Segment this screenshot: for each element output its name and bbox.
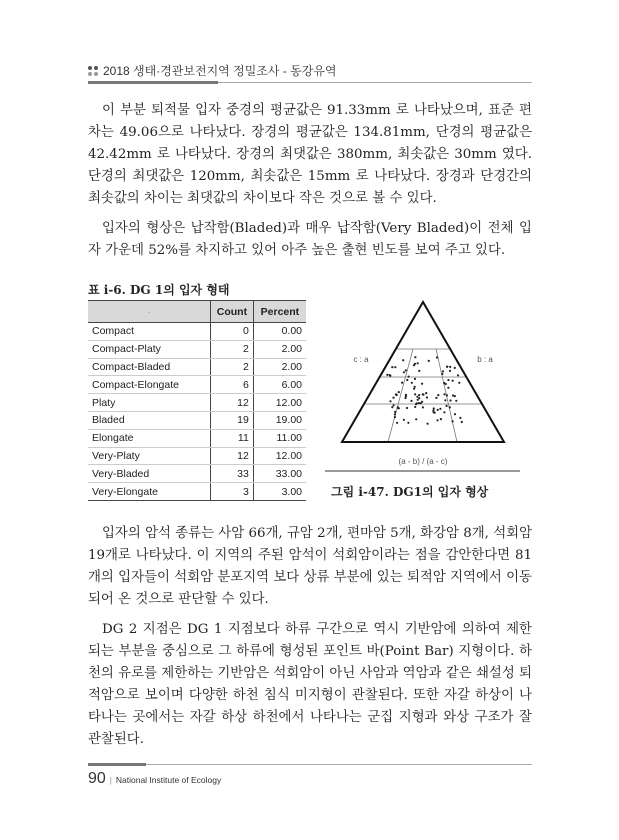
running-header	[88, 62, 337, 79]
header-title: 2018 생태·경관보전지역 정밀조사 - 동강유역	[103, 64, 337, 78]
footer-rule	[88, 763, 146, 766]
particle-point	[457, 374, 459, 376]
particle-point	[433, 407, 435, 409]
header-count: Count	[211, 301, 254, 323]
particle-point	[421, 383, 423, 385]
particle-point	[447, 387, 449, 389]
cell-count: 12	[211, 447, 254, 465]
particle-point	[411, 382, 413, 384]
particle-point	[437, 394, 439, 396]
header-dots-icon	[88, 66, 98, 76]
cell-percent: 3.00	[253, 483, 306, 501]
particle-point	[391, 406, 393, 408]
particle-point	[418, 394, 420, 396]
cell-percent: 2.00	[253, 340, 306, 358]
particle-point	[455, 400, 457, 402]
right-axis-label: b : a	[477, 355, 493, 364]
table-row	[88, 340, 306, 358]
header-rule-thin	[218, 82, 532, 83]
particle-point	[449, 399, 451, 401]
particle-point	[425, 392, 427, 394]
cell-shape: Compact	[88, 323, 211, 341]
cell-count: 33	[211, 465, 254, 483]
particle-point	[407, 422, 409, 424]
table-row	[88, 376, 306, 394]
particle-point	[415, 418, 417, 420]
particle-point	[414, 406, 416, 408]
header-percent: Percent	[253, 301, 306, 323]
particle-point	[405, 369, 407, 371]
cell-percent: 0.00	[253, 323, 306, 341]
particle-point	[413, 388, 415, 390]
particle-point	[394, 416, 396, 418]
particle-point	[442, 370, 444, 372]
particle-point	[454, 413, 456, 415]
particle-point	[454, 367, 456, 369]
particle-point	[403, 371, 405, 373]
particle-point	[414, 378, 416, 380]
footer-separator: |	[109, 776, 112, 785]
figure-rule	[325, 470, 520, 472]
cell-percent: 6.00	[253, 376, 306, 394]
cell-shape: Very-Elongate	[88, 483, 211, 501]
particle-point	[394, 411, 396, 413]
particle-point	[443, 411, 445, 413]
particle-point	[408, 376, 410, 378]
cell-percent: 12.00	[253, 447, 306, 465]
particle-point	[392, 397, 394, 399]
figure-caption: 그림 i-47. DG1의 입자 형상	[331, 485, 489, 499]
particle-point	[396, 422, 398, 424]
cell-shape: Compact-Platy	[88, 340, 211, 358]
particle-point	[428, 360, 430, 362]
particle-point	[415, 403, 417, 405]
cell-count: 6	[211, 376, 254, 394]
particle-point	[420, 402, 422, 404]
cell-shape: Compact-Bladed	[88, 358, 211, 376]
paragraph-2: 입자의 형상은 납작함(Bladed)과 매우 납작함(Very Bladed)이 전체 입자 가운데 52%를 차지하고 있어 아주 높은 출현 빈도를 보여 주고 있다.	[88, 221, 532, 258]
particle-point	[406, 379, 408, 381]
particle-point	[436, 356, 438, 358]
particle-point	[422, 393, 424, 395]
bottom-axis-label: (a - b) / (a - c)	[398, 457, 448, 466]
cell-percent: 12.00	[253, 394, 306, 412]
cell-count: 0	[211, 323, 254, 341]
header-blank: ·	[88, 301, 211, 323]
cell-shape: Bladed	[88, 411, 211, 429]
particle-point	[386, 374, 388, 376]
particle-point	[449, 406, 451, 408]
particle-point	[436, 419, 438, 421]
cell-count: 2	[211, 340, 254, 358]
paragraph-3: 입자의 암석 종류는 사암 66개, 규암 2개, 편마암 5개, 화강암 8개, 석회암 19개로 나타났다. 이 지역의 주된 암석이 석회암이라는 점을 감안한다면 81개의 입자들이 석회암 분포지역 보다 상류 부분에 있는 퇴적암 지역에서 이동되어 온 것으로 판단할 수 있다.	[88, 526, 532, 607]
cell-percent: 19.00	[253, 411, 306, 429]
particle-point	[401, 382, 403, 384]
particle-point	[452, 380, 454, 382]
table-row	[88, 358, 306, 376]
ternary-diagram	[325, 285, 520, 470]
triangle-outline	[342, 302, 504, 442]
particle-point	[395, 393, 397, 395]
particle-point	[439, 408, 441, 410]
cell-count: 11	[211, 429, 254, 447]
particle-shape-table	[88, 300, 306, 501]
particle-point	[398, 391, 400, 393]
particle-point	[410, 400, 412, 402]
particle-point	[418, 370, 420, 372]
footer	[88, 770, 221, 788]
particle-point	[440, 418, 442, 420]
particle-point	[403, 419, 405, 421]
particle-point	[416, 396, 418, 398]
particle-point	[394, 366, 396, 368]
cell-count: 2	[211, 358, 254, 376]
particle-point	[402, 359, 404, 361]
cell-count: 19	[211, 411, 254, 429]
table-row	[88, 429, 306, 447]
cell-count: 12	[211, 394, 254, 412]
table-figure-row	[88, 281, 532, 506]
cell-count: 3	[211, 483, 254, 501]
cell-percent: 2.00	[253, 358, 306, 376]
particle-point	[398, 407, 400, 409]
particle-point	[461, 421, 463, 423]
particle-point	[458, 382, 460, 384]
cell-percent: 11.00	[253, 429, 306, 447]
page-number: 90	[88, 770, 106, 787]
cell-percent: 33.00	[253, 465, 306, 483]
grid-divider-line	[388, 349, 413, 442]
particle-point	[449, 370, 451, 372]
particle-point	[426, 396, 428, 398]
cell-shape: Compact-Elongate	[88, 376, 211, 394]
particle-point	[406, 407, 408, 409]
cell-shape: Very-Bladed	[88, 465, 211, 483]
particle-point	[417, 399, 419, 401]
particle-point	[432, 409, 434, 411]
particle-point	[418, 397, 420, 399]
cell-shape: Elongate	[88, 429, 211, 447]
particle-point	[389, 374, 391, 376]
footer-rule-thin	[146, 764, 532, 765]
particle-point	[449, 366, 451, 368]
particle-point	[405, 395, 407, 397]
particle-point	[435, 397, 437, 399]
particle-point	[446, 405, 448, 407]
particle-point	[454, 395, 456, 397]
particle-point	[447, 379, 449, 381]
particle-point	[391, 366, 393, 368]
header-rule	[88, 81, 218, 84]
cell-shape: Platy	[88, 394, 211, 412]
particle-point	[418, 402, 420, 404]
paragraph-1: 이 부분 퇴적물 입자 중경의 평균값은 91.33mm 로 나타났으며, 표준 편차는 49.06으로 나타났다. 장경의 평균값은 134.81mm, 단경의 평균값은 42.42mm 로 나타났다. 장경의 최댓값은 380mm, 최솟값은 30mm 였다. 단경의 최댓값은 120mm, 최솟값은 15mm 로 나타났다. 장경과 단경간의 최솟값의 차이는 최댓값의 차이보다 작은 것으로 볼 수 있다.	[88, 103, 532, 206]
particle-point	[427, 423, 429, 425]
particle-point	[443, 393, 445, 395]
particle-point	[414, 393, 416, 395]
table-row	[88, 394, 306, 412]
particle-point	[393, 404, 395, 406]
particle-point	[437, 409, 439, 411]
cell-shape: Very-Platy	[88, 447, 211, 465]
particle-point	[444, 399, 446, 401]
particle-point	[417, 362, 419, 364]
particle-point	[422, 406, 424, 408]
body-column	[88, 100, 532, 759]
particle-point	[414, 363, 416, 365]
table-row	[88, 483, 306, 501]
particle-point	[441, 373, 443, 375]
particle-point	[459, 417, 461, 419]
particle-point	[389, 400, 391, 402]
particle-point	[414, 386, 416, 388]
particle-point	[446, 366, 448, 368]
table-row	[88, 465, 306, 483]
particle-point	[443, 382, 445, 384]
table-caption: 표 i-6. DG 1의 입자 형태	[88, 283, 230, 297]
particle-point	[452, 420, 454, 422]
particle-point	[394, 413, 396, 415]
footer-org: National Institute of Ecology	[115, 775, 222, 785]
particle-point	[414, 356, 416, 358]
paragraph-4: DG 2 지점은 DG 1 지점보다 하류 구간으로 역시 기반암에 의하여 제한되는 부분을 중심으로 그 하류에 형성된 포인트 바(Point Bar) 지형이다. 하천의 유로를 제한하는 기반암은 석회암이 아닌 사암과 역암과 같은 쇄설성 퇴적암으로 보이며 다양한 하천 침식 미지형이 관찰된다. 또한 자갈 하상이 나타나는 곳에서는 자갈 하상 하천에서 나타나는 군집 지형과 와상 구조가 잘 관찰된다.	[88, 622, 532, 747]
table-row	[88, 411, 306, 429]
particle-point	[446, 394, 448, 396]
table-row	[88, 447, 306, 465]
table-row	[88, 323, 306, 341]
left-axis-label: c : a	[353, 355, 369, 364]
